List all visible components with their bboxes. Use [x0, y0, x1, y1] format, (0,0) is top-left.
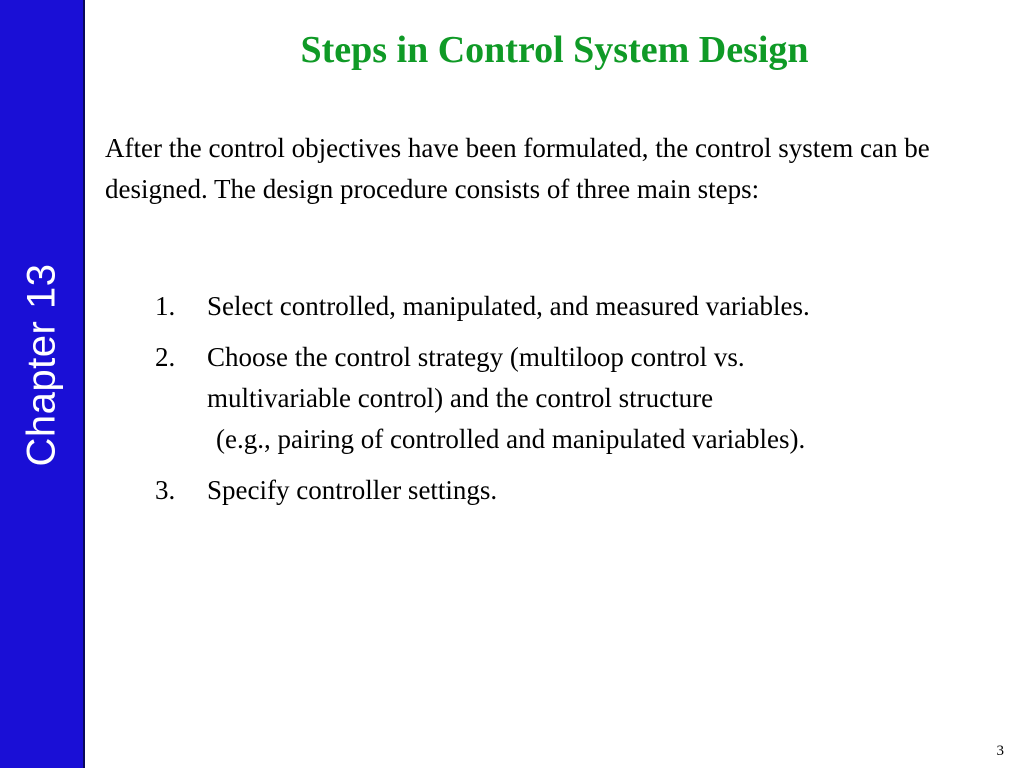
- steps-list: [150, 286, 990, 521]
- step-number: 3.: [155, 475, 176, 505]
- list-item: [150, 337, 990, 460]
- list-item: [150, 286, 990, 327]
- intro-paragraph: After the control objectives have been formulated, the control system can be designed. The design procedure consists of three main steps:: [105, 133, 930, 204]
- step-number: 1.: [155, 291, 176, 321]
- step-text: multivariable control) and the control structure: [207, 383, 714, 413]
- step-number: 2.: [155, 342, 176, 372]
- step-text: Select controlled, manipulated, and measured variables.: [207, 291, 810, 321]
- slide-title: Steps in Control System Design: [300, 29, 809, 71]
- page-number: 3: [996, 743, 1004, 759]
- step-text: Specify controller settings.: [207, 475, 498, 505]
- step-text: (e.g., pairing of controlled and manipulated variables).: [216, 424, 806, 454]
- chapter-sidebar: [0, 0, 85, 768]
- chapter-label: Chapter 13: [19, 263, 64, 467]
- list-item: [150, 470, 990, 511]
- step-text: Choose the control strategy (multiloop control vs.: [207, 342, 745, 372]
